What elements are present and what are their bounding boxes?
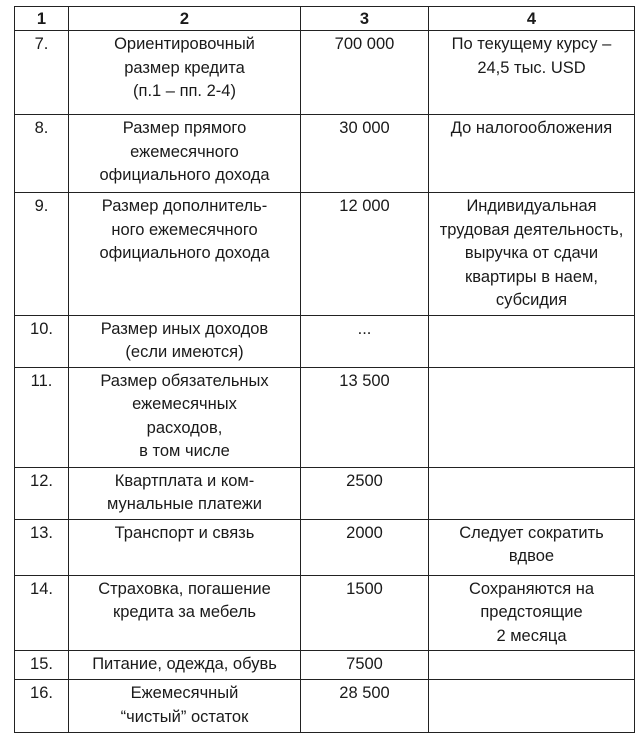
row-amount: 1500 xyxy=(301,575,429,651)
row-number: 8. xyxy=(15,115,69,193)
table-row xyxy=(15,467,635,519)
row-amount: 700 000 xyxy=(301,31,429,115)
row-item: Квартплата и ком- мунальные платежи xyxy=(69,467,301,519)
header-row xyxy=(15,7,635,31)
row-note: Следует сократить вдвое xyxy=(429,519,635,575)
row-number: 9. xyxy=(15,193,69,316)
row-item: Размер иных доходов (если имеются) xyxy=(69,315,301,367)
table-row xyxy=(15,315,635,367)
header-col-1: 1 xyxy=(15,7,69,31)
table-row xyxy=(15,575,635,651)
header-col-2: 2 xyxy=(69,7,301,31)
row-note xyxy=(429,651,635,680)
row-amount: 2000 xyxy=(301,519,429,575)
table-row xyxy=(15,31,635,115)
row-number: 7. xyxy=(15,31,69,115)
row-note xyxy=(429,680,635,733)
row-number: 10. xyxy=(15,315,69,367)
row-item: Ежемесячный “чистый” остаток xyxy=(69,680,301,733)
table-row xyxy=(15,519,635,575)
row-number: 15. xyxy=(15,651,69,680)
table-row xyxy=(15,651,635,680)
table-row xyxy=(15,680,635,733)
row-item: Транспорт и связь xyxy=(69,519,301,575)
row-item: Питание, одежда, обувь xyxy=(69,651,301,680)
table-row xyxy=(15,115,635,193)
row-note: По текущему курсу – 24,5 тыс. USD xyxy=(429,31,635,115)
row-amount: 13 500 xyxy=(301,367,429,467)
row-amount: 30 000 xyxy=(301,115,429,193)
row-number: 14. xyxy=(15,575,69,651)
credit-table xyxy=(14,6,635,733)
row-note xyxy=(429,467,635,519)
table-row xyxy=(15,367,635,467)
header-col-3: 3 xyxy=(301,7,429,31)
row-item: Размер прямого ежемесячного официального дохода xyxy=(69,115,301,193)
header-col-4: 4 xyxy=(429,7,635,31)
row-note: Сохраняются на предстоящие 2 месяца xyxy=(429,575,635,651)
row-amount: 28 500 xyxy=(301,680,429,733)
row-number: 13. xyxy=(15,519,69,575)
row-item: Ориентировочный размер кредита (п.1 – пп. 2-4) xyxy=(69,31,301,115)
row-note: Индивидуальная трудовая деятельность, выручка от сдачи квартиры в наем, субсидия xyxy=(429,193,635,316)
row-amount: 12 000 xyxy=(301,193,429,316)
row-amount: 2500 xyxy=(301,467,429,519)
row-note: До налогообложения xyxy=(429,115,635,193)
row-amount: ... xyxy=(301,315,429,367)
row-note xyxy=(429,367,635,467)
row-item: Размер дополнитель- ного ежемесячного официального дохода xyxy=(69,193,301,316)
row-note xyxy=(429,315,635,367)
row-number: 12. xyxy=(15,467,69,519)
row-amount: 7500 xyxy=(301,651,429,680)
table-row xyxy=(15,193,635,316)
row-item: Размер обязательных ежемесячных расходов, в том числе xyxy=(69,367,301,467)
row-item: Страховка, погашение кредита за мебель xyxy=(69,575,301,651)
row-number: 16. xyxy=(15,680,69,733)
row-number: 11. xyxy=(15,367,69,467)
